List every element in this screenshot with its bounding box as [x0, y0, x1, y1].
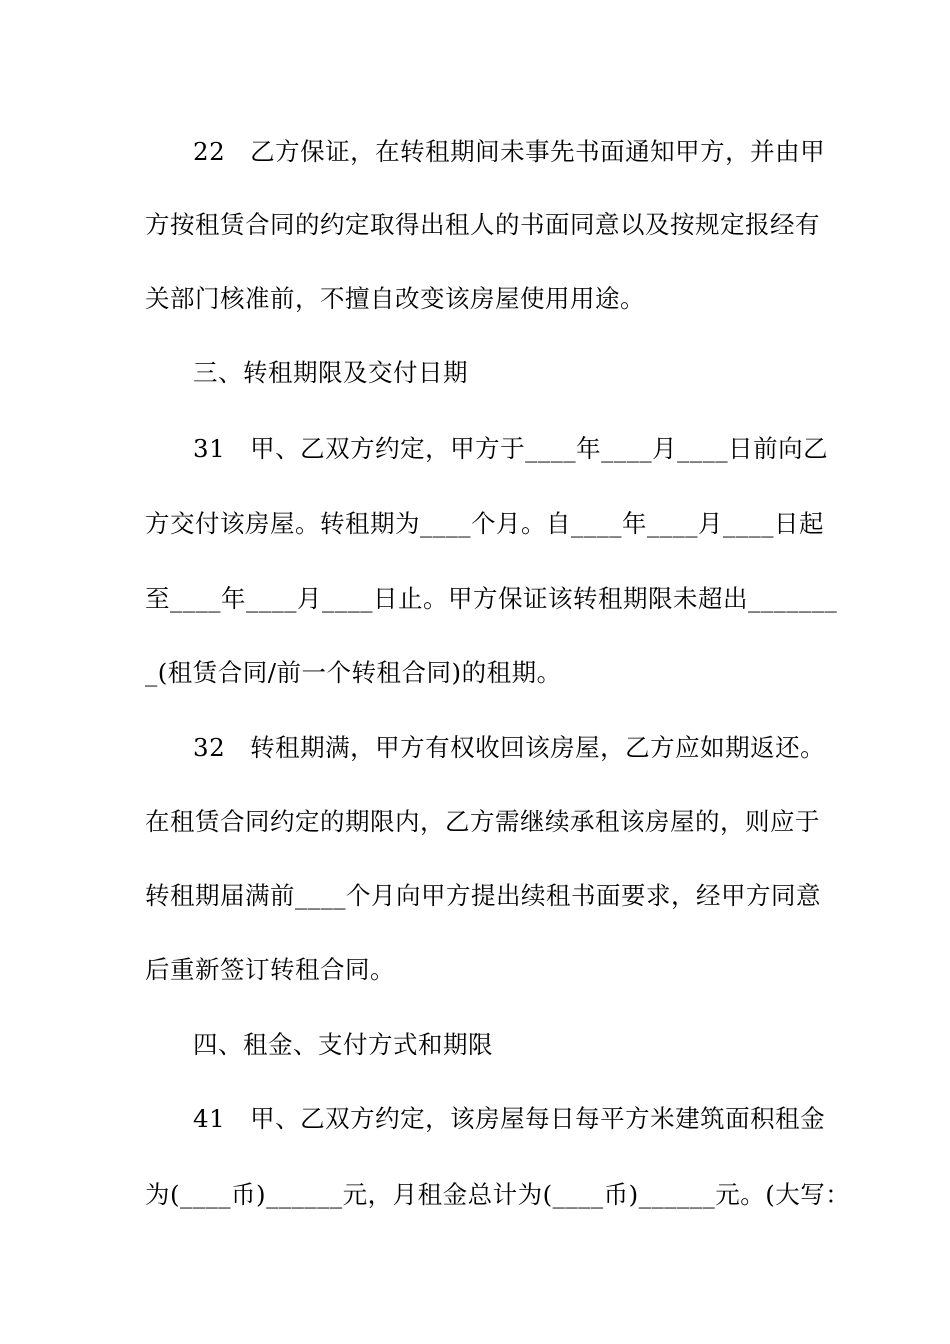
clause-3-1-line-4: _(租赁合同/前一个转租合同)的租期。	[145, 658, 562, 687]
clause-3-2-line-2: 在租赁合同约定的期限内，乙方需继续承租该房屋的，则应于	[145, 807, 820, 836]
clause-3-2-line-1: 32 转租期满，甲方有权收回该房屋，乙方应如期返还。	[193, 733, 826, 762]
clause-3-2-line-4: 后重新签订转租合同。	[145, 955, 395, 984]
section-3-heading: 三、转租期限及交付日期	[193, 358, 468, 387]
clause-3-2-line-3: 转租期届满前____个月向甲方提出续租书面要求，经甲方同意	[145, 881, 821, 910]
clause-3-1-line-2: 方交付该房屋。转租期为____个月。自____年____月____日起	[145, 509, 824, 538]
clause-2-2-line-2: 方按租赁合同的约定取得出租人的书面同意以及按规定报经有	[145, 210, 820, 239]
clause-4-1-line-2: 为(____币)______元，月租金总计为(____币)______元。(大写：	[145, 1180, 851, 1209]
clause-2-2-line-3: 关部门核准前，不擅自改变该房屋使用用途。	[145, 284, 645, 313]
section-4-heading: 四、租金、支付方式和期限	[193, 1030, 493, 1059]
clause-3-1-line-3: 至____年____月____日止。甲方保证该转租期限未超出_______	[145, 584, 838, 613]
clause-2-2-line-1: 22 乙方保证，在转租期间未事先书面通知甲方，并由甲	[193, 137, 826, 166]
clause-4-1-line-1: 41 甲、乙双方约定，该房屋每日每平方米建筑面积租金	[193, 1104, 826, 1133]
clause-3-1-line-1: 31 甲、乙双方约定，甲方于____年____月____日前向乙	[193, 434, 829, 463]
